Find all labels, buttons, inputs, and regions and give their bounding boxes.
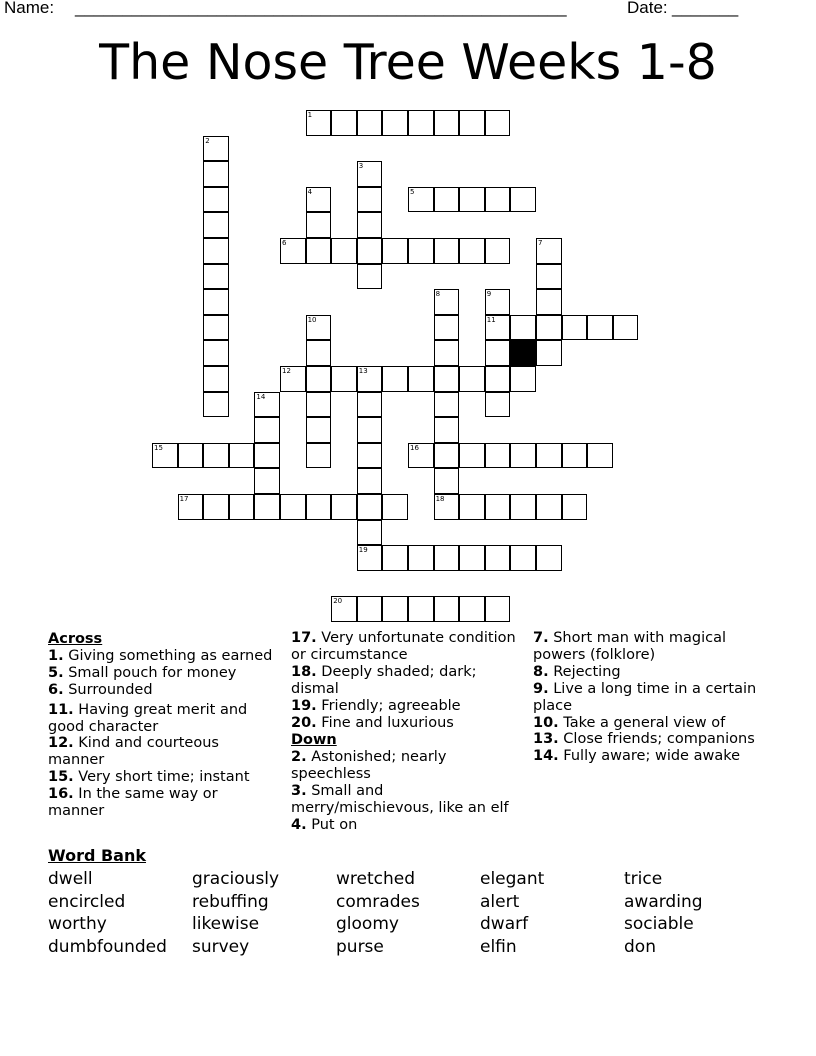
word-bank-column-2	[192, 868, 279, 958]
clue-number: 7	[538, 239, 543, 247]
clue-number: 4	[307, 187, 313, 196]
grid-cell[interactable]	[485, 366, 511, 392]
word-bank-title: Word Bank	[48, 846, 147, 865]
grid-cell[interactable]	[536, 443, 562, 469]
grid-cell[interactable]	[408, 366, 434, 392]
grid-cell[interactable]	[203, 494, 229, 520]
word-bank-word: wretched	[336, 869, 416, 889]
word-bank-word: rebuffing	[192, 891, 269, 912]
grid-cell[interactable]	[178, 443, 204, 469]
down-heading: Down	[291, 732, 337, 749]
grid-cell[interactable]	[459, 494, 485, 520]
clue-down-2: 2. Astonished; nearly speechless	[291, 749, 447, 783]
word-bank-word: trice	[624, 869, 663, 889]
word-bank-column-3	[336, 868, 420, 958]
date-line[interactable]: _______	[672, 0, 739, 17]
clue-column-3	[533, 630, 783, 765]
grid-cell[interactable]	[408, 110, 434, 136]
clue-number: 12	[282, 367, 291, 375]
clue-across-19: 19. Friendly; agreeable	[291, 697, 461, 714]
grid-cell[interactable]	[434, 468, 460, 494]
grid-cell[interactable]	[485, 443, 511, 469]
clue-number: 19	[358, 546, 368, 555]
grid-cell[interactable]	[510, 443, 536, 469]
grid-cell[interactable]	[434, 289, 460, 315]
grid-cell[interactable]	[382, 238, 408, 264]
grid-cell[interactable]	[510, 366, 536, 392]
grid-cell[interactable]	[434, 545, 460, 571]
grid-cell[interactable]	[562, 443, 588, 469]
grid-cell[interactable]	[229, 494, 255, 520]
grid-cell[interactable]	[434, 494, 460, 520]
grid-cell[interactable]	[254, 494, 280, 520]
grid-cell[interactable]	[203, 366, 229, 392]
grid-cell[interactable]	[306, 417, 332, 443]
grid-cell[interactable]	[434, 596, 460, 622]
word-bank-word: purse	[336, 936, 384, 957]
grid-cell[interactable]	[357, 110, 383, 136]
blocked-cell	[510, 340, 536, 366]
grid-cell[interactable]	[306, 366, 332, 392]
grid-cell[interactable]	[485, 494, 511, 520]
word-bank-word: survey	[192, 936, 250, 957]
grid-cell[interactable]	[306, 340, 332, 366]
clue-number: 16	[410, 443, 419, 452]
word-bank-word: graciously	[192, 869, 280, 889]
grid-cell[interactable]	[203, 392, 229, 418]
grid-cell[interactable]	[485, 596, 511, 622]
clue-number: 14	[256, 392, 266, 401]
grid-cell[interactable]	[510, 315, 536, 341]
grid-cell[interactable]	[306, 110, 332, 136]
clue-across-11: 11. Having great merit and good character	[48, 701, 248, 735]
word-bank-word: elfin	[480, 936, 517, 957]
grid-cell[interactable]	[485, 187, 511, 213]
grid-cell[interactable]	[306, 315, 332, 341]
clue-down-13: 13. Close friends; companions	[533, 731, 755, 748]
clue-across-20: 20. Fine and luxurious	[291, 714, 454, 731]
grid-cell[interactable]	[357, 187, 383, 213]
grid-cell[interactable]	[434, 110, 460, 136]
grid-cell[interactable]	[459, 110, 485, 136]
word-bank-word: likewise	[192, 914, 260, 935]
clue-down-7: 7. Short man with magical powers (folklore)	[533, 630, 727, 663]
clue-number: 20	[333, 597, 343, 606]
clue-across-15: 15. Very short time; instant	[48, 769, 250, 786]
grid-cell[interactable]	[357, 212, 383, 238]
grid-cell[interactable]	[357, 468, 383, 494]
grid-cell[interactable]	[459, 366, 485, 392]
word-bank-word: dwell	[48, 869, 93, 889]
grid-cell[interactable]	[510, 545, 536, 571]
word-bank-column-1	[48, 868, 167, 958]
grid-cell[interactable]	[485, 289, 511, 315]
grid-cell[interactable]	[357, 238, 383, 264]
grid-cell[interactable]	[254, 417, 280, 443]
grid-cell[interactable]	[280, 366, 306, 392]
grid-cell[interactable]	[434, 238, 460, 264]
clue-down-8: 8. Rejecting	[533, 663, 621, 680]
grid-cell[interactable]	[587, 443, 613, 469]
grid-cell[interactable]	[434, 443, 460, 469]
grid-cell[interactable]	[331, 238, 357, 264]
grid-cell[interactable]	[408, 187, 434, 213]
grid-cell[interactable]	[536, 238, 562, 264]
grid-cell[interactable]	[357, 520, 383, 546]
clue-down-14: 14. Fully aware; wide awake	[533, 748, 741, 765]
grid-cell[interactable]	[459, 238, 485, 264]
word-bank-word: encircled	[48, 891, 126, 912]
grid-cell[interactable]	[357, 596, 383, 622]
grid-cell[interactable]	[408, 545, 434, 571]
clue-column-1	[48, 630, 274, 820]
grid-cell[interactable]	[485, 110, 511, 136]
clue-across-1: 1. Giving something as earned	[48, 647, 273, 664]
clue-number: 18	[435, 495, 445, 503]
grid-cell[interactable]	[382, 494, 408, 520]
word-bank-word: don	[624, 936, 656, 957]
grid-cell[interactable]	[382, 110, 408, 136]
grid-cell[interactable]	[434, 340, 460, 366]
grid-cell[interactable]	[203, 340, 229, 366]
grid-cell[interactable]	[587, 315, 613, 341]
page-title: The Nose Tree Weeks 1-8	[99, 34, 717, 91]
clue-across-17: 17. Very unfortunate condition or circumstance	[291, 630, 516, 663]
clue-column-2	[291, 630, 523, 834]
grid-cell[interactable]	[434, 315, 460, 341]
grid-cell[interactable]	[357, 161, 383, 187]
across-heading: Across	[48, 631, 103, 647]
clue-across-12: 12. Kind and courteous manner	[48, 735, 219, 769]
grid-cell[interactable]	[434, 187, 460, 213]
clue-number: 10	[307, 315, 317, 324]
grid-cell[interactable]	[485, 340, 511, 366]
word-bank-word: gloomy	[336, 914, 399, 935]
grid-cell[interactable]	[280, 238, 306, 264]
grid-cell[interactable]	[536, 494, 562, 520]
word-bank-column-5	[624, 868, 703, 958]
grid-cell[interactable]	[613, 315, 639, 341]
grid-cell[interactable]	[536, 264, 562, 290]
grid-cell[interactable]	[357, 545, 383, 571]
name-line[interactable]: ____________________________________________________	[75, 0, 567, 17]
grid-cell[interactable]	[510, 494, 536, 520]
grid-cell[interactable]	[306, 443, 332, 469]
word-bank-word: worthy	[48, 914, 107, 935]
grid-cell[interactable]	[536, 315, 562, 341]
grid-cell[interactable]	[485, 315, 511, 341]
grid-cell[interactable]	[434, 417, 460, 443]
grid-cell[interactable]	[536, 289, 562, 315]
clue-number: 1	[307, 111, 313, 119]
grid-cell[interactable]	[203, 136, 229, 162]
clue-number: 13	[358, 367, 368, 375]
clue-down-9: 9. Live a long time in a certain place	[533, 680, 757, 714]
grid-cell[interactable]	[203, 161, 229, 187]
grid-cell[interactable]	[459, 443, 485, 469]
grid-cell[interactable]	[485, 392, 511, 418]
grid-cell[interactable]	[331, 110, 357, 136]
word-bank-word: dumbfounded	[48, 936, 167, 957]
grid-cell[interactable]	[331, 596, 357, 622]
grid-cell[interactable]	[357, 392, 383, 418]
clue-number: 15	[154, 443, 163, 452]
grid-cell[interactable]	[536, 340, 562, 366]
grid-cell[interactable]	[562, 494, 588, 520]
grid-cell[interactable]	[459, 596, 485, 622]
grid-cell[interactable]	[510, 187, 536, 213]
word-bank-word: awarding	[624, 891, 703, 912]
grid-cell[interactable]	[357, 443, 383, 469]
grid-cell[interactable]	[203, 315, 229, 341]
clue-down-3: 3. Small and merry/mischievous, like an elf	[291, 783, 509, 817]
grid-cell[interactable]	[152, 443, 178, 469]
grid-cell[interactable]	[203, 264, 229, 290]
grid-cell[interactable]	[178, 494, 204, 520]
grid-cell[interactable]	[408, 596, 434, 622]
grid-cell[interactable]	[485, 238, 511, 264]
grid-cell[interactable]	[357, 366, 383, 392]
grid-cell[interactable]	[382, 366, 408, 392]
clue-number: 17	[179, 495, 189, 503]
grid-cell[interactable]	[203, 212, 229, 238]
grid-cell[interactable]	[280, 494, 306, 520]
clue-number: 9	[486, 290, 492, 299]
grid-cell[interactable]	[536, 545, 562, 571]
grid-cell[interactable]	[306, 494, 332, 520]
word-bank-word: sociable	[624, 914, 694, 935]
grid-cell[interactable]	[485, 545, 511, 571]
clue-across-5: 5. Small pouch for money	[48, 664, 237, 681]
grid-cell[interactable]	[331, 366, 357, 392]
grid-cell[interactable]	[254, 468, 280, 494]
word-bank-word: elegant	[480, 869, 545, 889]
grid-cell[interactable]	[562, 315, 588, 341]
grid-cell[interactable]	[357, 494, 383, 520]
grid-cell[interactable]	[408, 443, 434, 469]
grid-cell[interactable]	[357, 264, 383, 290]
grid-cell[interactable]	[203, 289, 229, 315]
clue-number: 5	[410, 187, 415, 196]
grid-cell[interactable]	[203, 238, 229, 264]
grid-cell[interactable]	[254, 443, 280, 469]
date-label: Date:	[627, 0, 673, 17]
grid-cell[interactable]	[306, 238, 332, 264]
grid-cell[interactable]	[434, 366, 460, 392]
grid-cell[interactable]	[434, 392, 460, 418]
clue-across-16: 16. In the same way or manner	[48, 786, 218, 820]
grid-cell[interactable]	[331, 494, 357, 520]
grid-cell[interactable]	[357, 417, 383, 443]
grid-cell[interactable]	[459, 545, 485, 571]
clue-down-10: 10. Take a general view of	[533, 714, 726, 731]
grid-cell[interactable]	[459, 187, 485, 213]
word-bank-column-4	[480, 868, 544, 958]
grid-cell[interactable]	[203, 443, 229, 469]
clue-down-4: 4. Put on	[291, 816, 358, 833]
grid-cell[interactable]	[306, 212, 332, 238]
name-label: Name:	[4, 0, 59, 17]
grid-cell[interactable]	[306, 392, 332, 418]
grid-cell[interactable]	[408, 238, 434, 264]
grid-cell[interactable]	[382, 545, 408, 571]
grid-cell[interactable]	[382, 596, 408, 622]
clue-number: 2	[205, 136, 210, 145]
word-bank-word: alert	[480, 891, 520, 912]
word-bank-word: dwarf	[480, 914, 529, 935]
grid-cell[interactable]	[306, 187, 332, 213]
grid-cell[interactable]	[229, 443, 255, 469]
grid-cell[interactable]	[254, 392, 280, 418]
clue-number: 8	[435, 290, 441, 299]
clue-number: 3	[358, 162, 364, 171]
clue-number: 11	[486, 315, 496, 324]
clue-across-6: 6. Surrounded	[48, 681, 153, 698]
word-bank-word: comrades	[336, 891, 420, 912]
grid-cell[interactable]	[203, 187, 229, 213]
clue-across-18: 18. Deeply shaded; dark; dismal	[291, 663, 477, 697]
clue-number: 6	[282, 239, 287, 247]
